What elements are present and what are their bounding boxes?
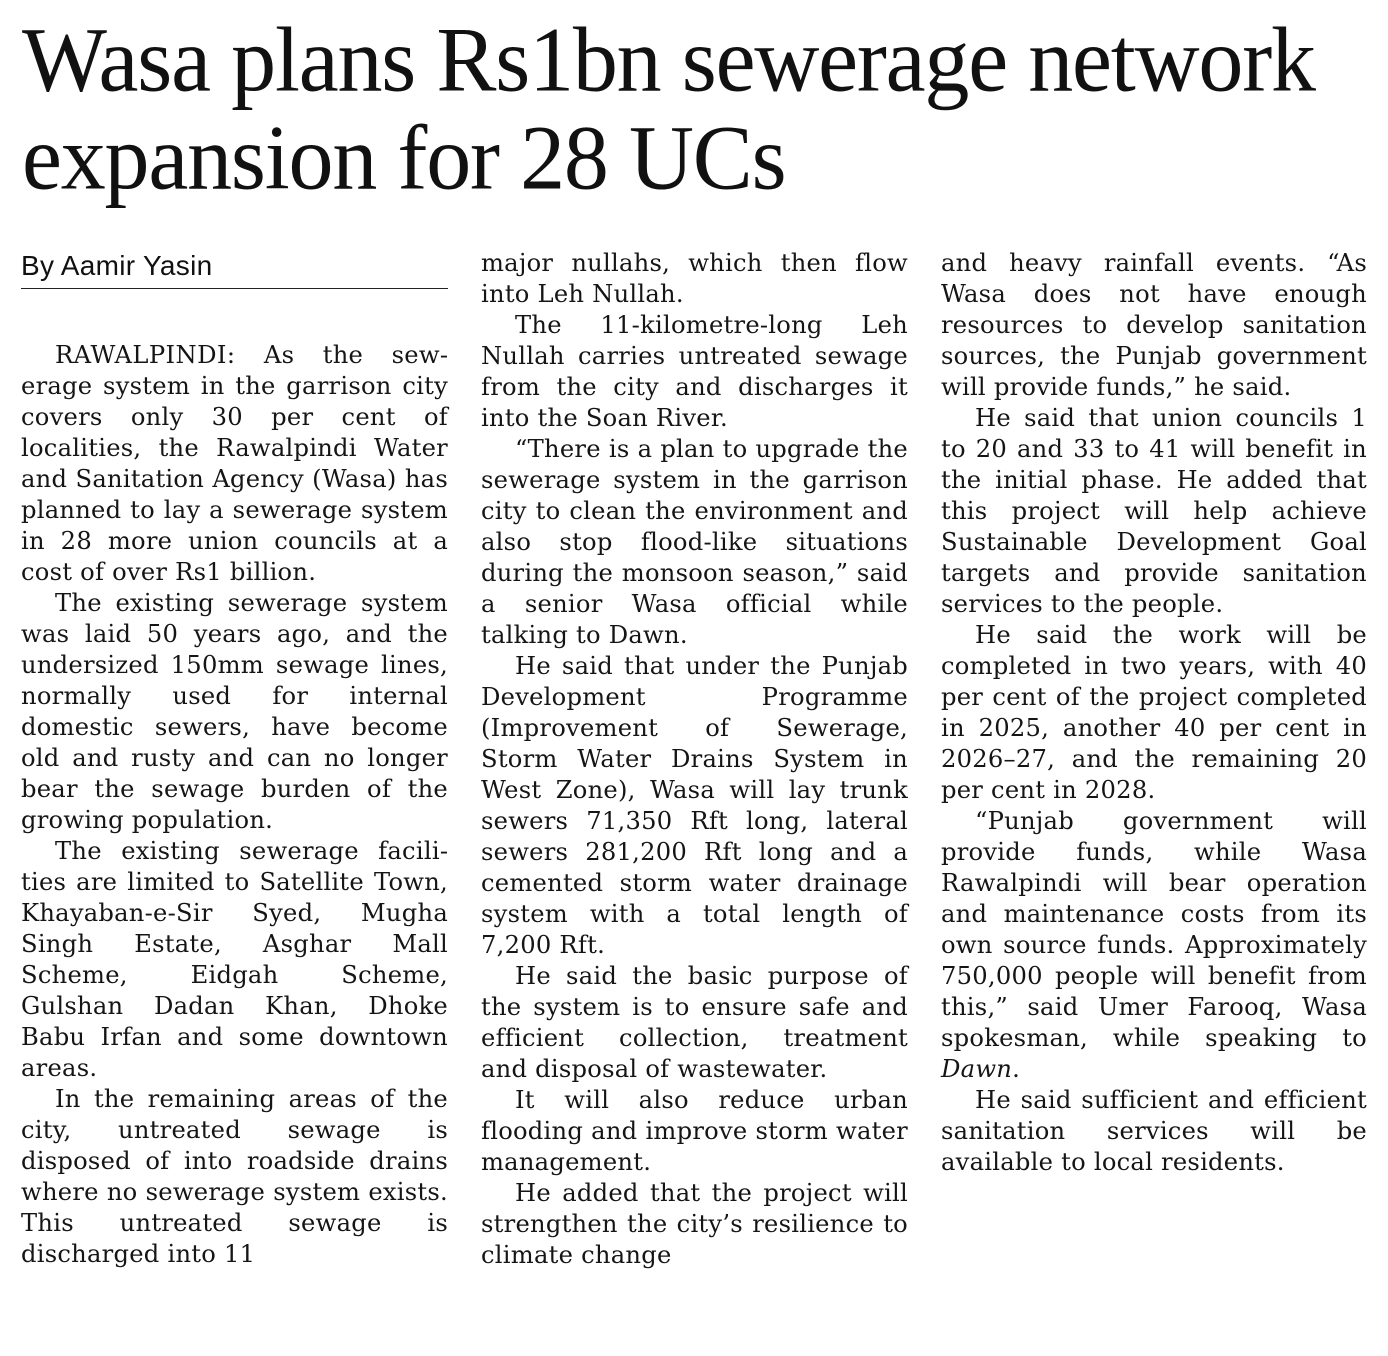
paragraph: He said that under the Punjab Development Programme (Improvement of Sewerage, Storm Water Drains System in West Zone), Wasa will lay trunk sewers 71,350 Rft long, lateral sewers 281,200 Rft long and a cemented storm water drainage system with a total length of 7,200 Rft.	[481, 652, 908, 959]
paragraph: The 11-kilometre-long Leh Nullah carries untreated sewage from the city and discharges it into the Soan River.	[481, 311, 908, 432]
paragraph: The existing sewerage facilities are limited to Satellite Town, Khayaban-e-Sir Syed, Mugha Singh Estate, Asghar Mall Scheme, Eidgah Scheme, Gulshan Dadan Khan, Dhoke Babu Irfan and some downtown areas.	[21, 837, 448, 1082]
paragraph	[21, 340, 448, 588]
paragraph-text: “Punjab government will provide funds, while Wasa Rawalpindi will bear operation and maintenance costs from its own source funds. Approximately 750,000 people will benefit from this,” said Umer Farooq, Wasa spokesman, while speaking to	[941, 807, 1367, 1052]
column-1	[21, 248, 448, 1270]
paragraph: He said that union councils 1 to 20 and 33 to 41 will benefit in the initial phase. He added that this project will help achieve Sustainable Development Goal targets and provide sanitation services to the people.	[941, 404, 1367, 618]
headline: Wasa plans Rs1bn sewerage network expansion for 28 UCs	[22, 10, 1315, 209]
column-3	[941, 248, 1367, 1178]
dateline: RAWALPINDI:	[55, 341, 236, 369]
paragraph: He said the basic purpose of the system is to ensure safe and efficient collection, treatment and disposal of wastewater.	[481, 962, 908, 1083]
paragraph-end: .	[1012, 1055, 1021, 1083]
paragraph: and heavy rainfall events. “As Wasa does not have enough resources to develop sanitation sources, the Punjab government will provide funds,” he said.	[941, 249, 1367, 401]
paragraph-text: As the sewerage system in the garrison city covers only 30 per cent of localities, the Rawalpindi Water and Sanitation Agency (Wasa) has planned to lay a sewerage system in 28 more union councils at a cost of over Rs1 billion.	[21, 341, 448, 586]
publication-name: Dawn	[941, 1055, 1013, 1083]
paragraph: He said sufficient and efficient sanitation services will be available to local residents.	[941, 1086, 1367, 1176]
paragraph: He said the work will be completed in two years, with 40 per cent of the project completed in 2025, another 40 per cent in 2026–27, and the remaining 20 per cent in 2028.	[941, 621, 1367, 804]
column-2	[481, 248, 908, 1271]
paragraph: He added that the project will strengthen the city’s resilience to climate change	[481, 1179, 908, 1269]
paragraph: The existing sewerage system was laid 50 years ago, and the undersized 150mm sewage lines, normally used for internal domestic sewers, have become old and rusty and can no longer bear the sewage burden of the growing population.	[21, 589, 448, 834]
paragraph	[941, 806, 1367, 1085]
paragraph: In the remaining areas of the city, untreated sewage is disposed of into roadside drains where no sewerage system exists. This untreated sewage is discharged into 11	[21, 1085, 448, 1268]
paragraph: “There is a plan to upgrade the sewerage system in the garrison city to clean the environment and also stop flood-like situations during the monsoon season,” said a senior Wasa official while talking to Dawn.	[481, 435, 908, 649]
byline-divider	[21, 288, 448, 289]
paragraph: major nullahs, which then flow into Leh Nullah.	[481, 249, 908, 308]
byline: By Aamir Yasin	[21, 250, 213, 281]
paragraph: It will also reduce urban flooding and improve storm water management.	[481, 1086, 908, 1176]
